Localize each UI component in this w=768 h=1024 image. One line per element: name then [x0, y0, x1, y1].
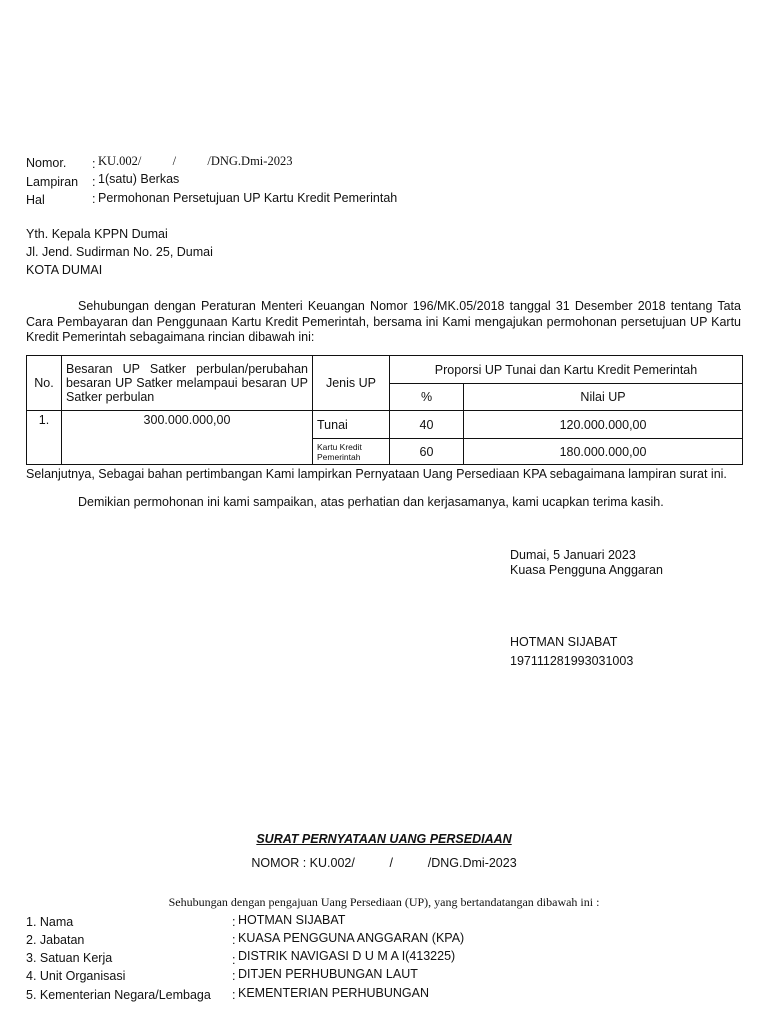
header-proporsi: Proporsi UP Tunai dan Kartu Kredit Pemerintah [390, 356, 743, 384]
signature-place-date: Dumai, 5 Januari 2023 [510, 548, 636, 562]
hal-label: Hal [26, 193, 45, 207]
nomor-colon: : [92, 157, 96, 171]
field-kementerian-label: 5. Kementerian Negara/Lembaga [26, 988, 211, 1002]
field-kementerian-value: KEMENTERIAN PERHUBUNGAN [238, 986, 429, 1000]
signature-name: HOTMAN SIJABAT [510, 635, 618, 649]
header-nilai: Nilai UP [464, 384, 743, 411]
field-kementerian-colon: : [232, 988, 236, 1002]
row-persen-kartu-kredit: 60 [390, 439, 464, 465]
header-jenis: Jenis UP [313, 356, 390, 411]
nomor-label: Nomor. [26, 156, 67, 170]
field-jabatan-label: 2. Jabatan [26, 933, 85, 947]
recipient-line-2: Jl. Jend. Sudirman No. 25, Dumai [26, 245, 213, 259]
row-jenis-kartu-kredit: Kartu Kredit Pemerintah [313, 439, 390, 465]
table-row [27, 411, 743, 439]
field-satker-colon: : [232, 953, 236, 967]
field-unit-value: DITJEN PERHUBUNGAN LAUT [238, 967, 418, 981]
row-nilai-tunai: 120.000.000,00 [464, 411, 743, 439]
nomor-value: KU.002/ / /DNG.Dmi-2023 [98, 154, 293, 168]
recipient-line-3: KOTA DUMAI [26, 263, 103, 277]
field-unit-label: 4. Unit Organisasi [26, 969, 126, 983]
field-nama-colon: : [232, 915, 236, 929]
header-persen: % [390, 384, 464, 411]
row-persen-tunai: 40 [390, 411, 464, 439]
field-satker-value: DISTRIK NAVIGASI D U M A I(413225) [238, 949, 456, 963]
lampiran-value: 1(satu) Berkas [98, 172, 180, 186]
intro-paragraph: Sehubungan dengan Peraturan Menteri Keuangan Nomor 196/MK.05/2018 tanggal 31 Desember 2018 tentang Tata Cara Pembayaran dan Penggunaan Kartu Kredit Pemerintah, bersama ini Kami mengajukan permohonan persetujuan UP Kartu Kredit Pemerintah sebagaimana rincian dibawah ini: [26, 299, 741, 344]
recipient-line-1: Yth. Kepala KPPN Dumai [26, 227, 168, 241]
lampiran-label: Lampiran [26, 175, 79, 189]
rincian-table [26, 355, 743, 465]
field-jabatan-value: KUASA PENGGUNA ANGGARAN (KPA) [238, 931, 465, 945]
field-unit-colon: : [232, 969, 236, 983]
row-jenis-tunai: Tunai [313, 411, 390, 439]
header-besaran: Besaran UP Satker perbulan/perubahan besaran UP Satker melampaui besaran UP Satker perbulan [62, 356, 313, 411]
statement-title: SURAT PERNYATAAN UANG PERSEDIAAN [256, 832, 512, 846]
lampiran-colon: : [92, 175, 96, 189]
hal-value: Permohonan Persetujuan UP Kartu Kredit Pemerintah [98, 191, 398, 205]
row-no: 1. [27, 411, 62, 465]
field-nama-label: 1. Nama [26, 915, 74, 929]
field-nama-value: HOTMAN SIJABAT [238, 913, 346, 927]
statement-intro: Sehubungan dengan pengajuan Uang Persediaan (UP), yang bertandatangan dibawah ini : [168, 895, 600, 909]
field-jabatan-colon: : [232, 933, 236, 947]
field-satker-label: 3. Satuan Kerja [26, 951, 113, 965]
hal-colon: : [92, 192, 96, 206]
signature-nip: 197111281993031003 [510, 654, 634, 668]
signature-position: Kuasa Pengguna Anggaran [510, 563, 663, 577]
statement-nomor: NOMOR : KU.002/ / /DNG.Dmi-2023 [251, 856, 517, 870]
row-besaran: 300.000.000,00 [62, 411, 313, 465]
closing-paragraph: Demikian permohonan ini kami sampaikan, atas perhatian dan kerjasamanya, kami ucapkan terima kasih. [78, 495, 664, 509]
follow-up-paragraph: Selanjutnya, Sebagai bahan pertimbangan Kami lampirkan Pernyataan Uang Persediaan KPA sebagaimana lampiran surat ini. [26, 467, 727, 481]
row-nilai-kartu-kredit: 180.000.000,00 [464, 439, 743, 465]
header-no: No. [27, 356, 62, 411]
